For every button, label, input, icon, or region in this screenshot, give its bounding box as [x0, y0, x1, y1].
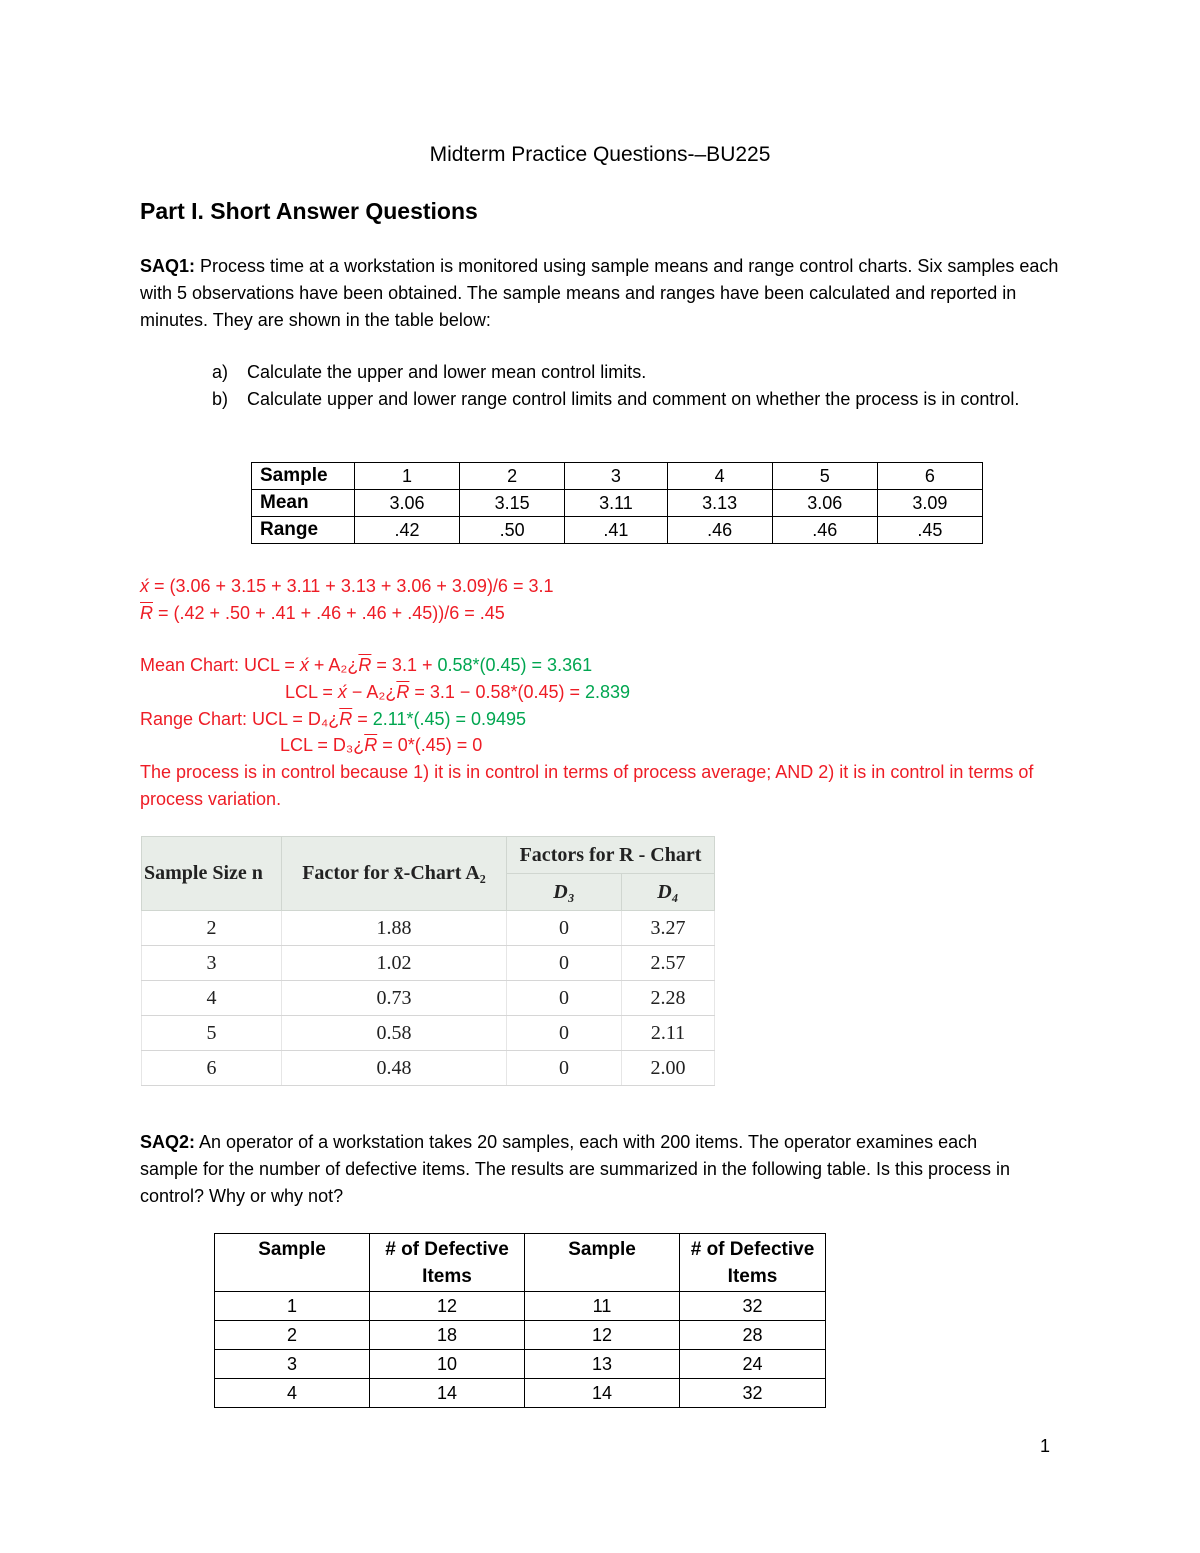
table-cell: 32: [680, 1292, 826, 1321]
header-sample: Sample: [215, 1234, 370, 1292]
table-row: [142, 1016, 715, 1051]
mean-ucl-label: Mean Chart: UCL =: [140, 655, 300, 675]
table-cell: 2.28: [622, 981, 715, 1016]
table-cell: 3.06: [355, 490, 460, 517]
header-sample: Sample: [525, 1234, 680, 1292]
table-cell: 2.00: [622, 1051, 715, 1086]
header-defective: # of Defective Items: [680, 1234, 826, 1292]
rbar-symbol: $\overline{R}$: [364, 735, 378, 755]
table-cell: 4: [215, 1379, 370, 1408]
table-header-row: [142, 837, 715, 874]
table-cell: .46: [772, 517, 877, 544]
table-cell: .41: [565, 517, 667, 544]
defective-items-table: [214, 1233, 826, 1408]
table-cell: 6: [142, 1051, 282, 1086]
table-row: [215, 1379, 826, 1408]
table-cell: .45: [877, 517, 982, 544]
page-number: 1: [1040, 1436, 1051, 1456]
item-b-text: Calculate upper and lower range control limits and comment on whether the process is in control.: [247, 389, 1020, 409]
table-row: [215, 1321, 826, 1350]
table-cell: 5: [772, 463, 877, 490]
saq1-item-a: [212, 359, 1072, 386]
row-header-sample: Sample: [252, 463, 355, 490]
header-factors-r: Factors for R - Chart: [507, 837, 715, 874]
table-cell: 2.11: [622, 1016, 715, 1051]
table-cell: 3: [215, 1350, 370, 1379]
item-b-label: b): [212, 389, 229, 409]
table-cell: 24: [680, 1350, 826, 1379]
table-cell: 1: [215, 1292, 370, 1321]
saq1-item-b: [212, 386, 1072, 413]
header-d4: D₄: [622, 874, 715, 911]
row-header-range: Range: [252, 517, 355, 544]
range-lcl-label: LCL = D₃¿: [280, 735, 365, 755]
table-cell: 4: [142, 981, 282, 1016]
xbar-symbol: x́: [299, 655, 309, 675]
table-cell: 0.48: [282, 1051, 507, 1086]
table-row: [215, 1292, 826, 1321]
table-row: [142, 1051, 715, 1086]
table-cell: 14: [525, 1379, 680, 1408]
part-heading: Part I. Short Answer Questions: [140, 198, 478, 224]
item-a-label: a): [212, 362, 229, 382]
table-cell: 3.06: [772, 490, 877, 517]
table-cell: 13: [525, 1350, 680, 1379]
table-cell: 12: [525, 1321, 680, 1350]
table-cell: 3.11: [565, 490, 667, 517]
saq2-label: SAQ2:: [140, 1132, 196, 1152]
item-a-text: Calculate the upper and lower mean control limits.: [247, 362, 647, 382]
table-cell: 0: [507, 911, 622, 946]
mean-ucl-result: 0.58*(0.45) = 3.361: [437, 655, 593, 675]
table-cell: 3.13: [667, 490, 772, 517]
table-cell: 0.58: [282, 1016, 507, 1051]
range-lcl-eq: = 0*(.45) = 0: [377, 735, 483, 755]
table-row: [142, 911, 715, 946]
range-chart-ucl: [140, 706, 526, 733]
range-chart-lcl: [280, 732, 482, 759]
header-sample-size: Sample Size n: [142, 837, 282, 911]
table-cell: 14: [370, 1379, 525, 1408]
mean-lcl-mid: − A₂¿: [346, 682, 397, 702]
xbar-symbol: x́: [337, 682, 347, 702]
rbar-symbol: $\overline{R}$: [358, 655, 372, 675]
table-row: [252, 517, 983, 544]
table-cell: 1.02: [282, 946, 507, 981]
table-cell: .46: [667, 517, 772, 544]
table-cell: .42: [355, 517, 460, 544]
page-title: Midterm Practice Questions-–BU225: [429, 143, 771, 166]
table-row: [142, 946, 715, 981]
row-header-mean: Mean: [252, 490, 355, 517]
table-cell: 0: [507, 1016, 622, 1051]
table-cell: 1: [355, 463, 460, 490]
conclusion-text: The process is in control because 1) it is in control in terms of process average; AND 2) it is in control in terms of process variation.: [140, 762, 1034, 809]
xbar-calc: [140, 573, 553, 600]
table-cell: 3.09: [877, 490, 982, 517]
sample-data-table: [251, 462, 983, 544]
table-cell: 18: [370, 1321, 525, 1350]
header-d3: D₃: [507, 874, 622, 911]
saq1-text: Process time at a workstation is monitored using sample means and range control charts. Six samples each with 5 observations have been obtained. The sample means and ranges have been calculated and reported in minutes. They are shown in the table below:: [140, 256, 1059, 330]
table-cell: 10: [370, 1350, 525, 1379]
table-cell: 2: [215, 1321, 370, 1350]
table-cell: 6: [877, 463, 982, 490]
saq1-label: SAQ1:: [140, 256, 196, 276]
control-chart-factor-table: [141, 836, 715, 1086]
table-cell: 28: [680, 1321, 826, 1350]
mean-ucl-mid: + A₂¿: [308, 655, 359, 675]
range-ucl-eq: =: [352, 709, 373, 729]
table-row: [215, 1350, 826, 1379]
mean-chart-lcl: [285, 679, 630, 706]
mean-ucl-eq: = 3.1 +: [371, 655, 438, 675]
table-cell: 3: [565, 463, 667, 490]
table-cell: 2: [460, 463, 565, 490]
table-header-row: [215, 1234, 826, 1292]
saq2-text: An operator of a workstation takes 20 samples, each with 200 items. The operator examines each sample for the number of defective items. The results are summarized in the following table. Is this process in control? Why or why not?: [140, 1132, 1011, 1206]
table-cell: 12: [370, 1292, 525, 1321]
rbar-symbol: $\overline{R}$: [339, 709, 353, 729]
table-cell: 3.15: [460, 490, 565, 517]
mean-lcl-label: LCL =: [285, 682, 338, 702]
range-ucl-label: Range Chart: UCL = D₄¿: [140, 709, 340, 729]
range-ucl-result: 2.11*(.45) = 0.9495: [372, 709, 527, 729]
table-cell: 0.73: [282, 981, 507, 1016]
table-row: [252, 490, 983, 517]
table-row: [252, 463, 983, 490]
header-defective: # of Defective Items: [370, 1234, 525, 1292]
xbar-formula: = (3.06 + 3.15 + 3.11 + 3.13 + 3.06 + 3.09)/6 = 3.1: [149, 576, 554, 596]
table-cell: 0: [507, 1051, 622, 1086]
table-cell: 3: [142, 946, 282, 981]
mean-chart-ucl: [140, 652, 592, 679]
table-cell: 3.27: [622, 911, 715, 946]
table-cell: 4: [667, 463, 772, 490]
saq1-paragraph: [140, 253, 1060, 334]
rbar-calc: [140, 600, 505, 627]
mean-lcl-result: 2.839: [585, 682, 631, 702]
mean-lcl-eq: = 3.1 − 0.58*(0.45) =: [409, 682, 586, 702]
header-factor-a2: Factor for x̄-Chart A₂: [282, 837, 507, 911]
table-cell: 2.57: [622, 946, 715, 981]
table-cell: 1.88: [282, 911, 507, 946]
table-cell: 32: [680, 1379, 826, 1408]
table-row: [142, 981, 715, 1016]
saq2-paragraph: [140, 1129, 1040, 1210]
rbar-symbol: $\overline{R}$: [140, 603, 153, 623]
rbar-symbol: $\overline{R}$: [396, 682, 410, 702]
table-cell: 0: [507, 981, 622, 1016]
table-cell: .50: [460, 517, 565, 544]
table-cell: 11: [525, 1292, 680, 1321]
xbar-symbol: x́: [140, 576, 149, 596]
table-cell: 2: [142, 911, 282, 946]
table-cell: 5: [142, 1016, 282, 1051]
table-cell: 0: [507, 946, 622, 981]
rbar-formula: = (.42 + .50 + .41 + .46 + .46 + .45))/6 = .45: [153, 603, 505, 623]
